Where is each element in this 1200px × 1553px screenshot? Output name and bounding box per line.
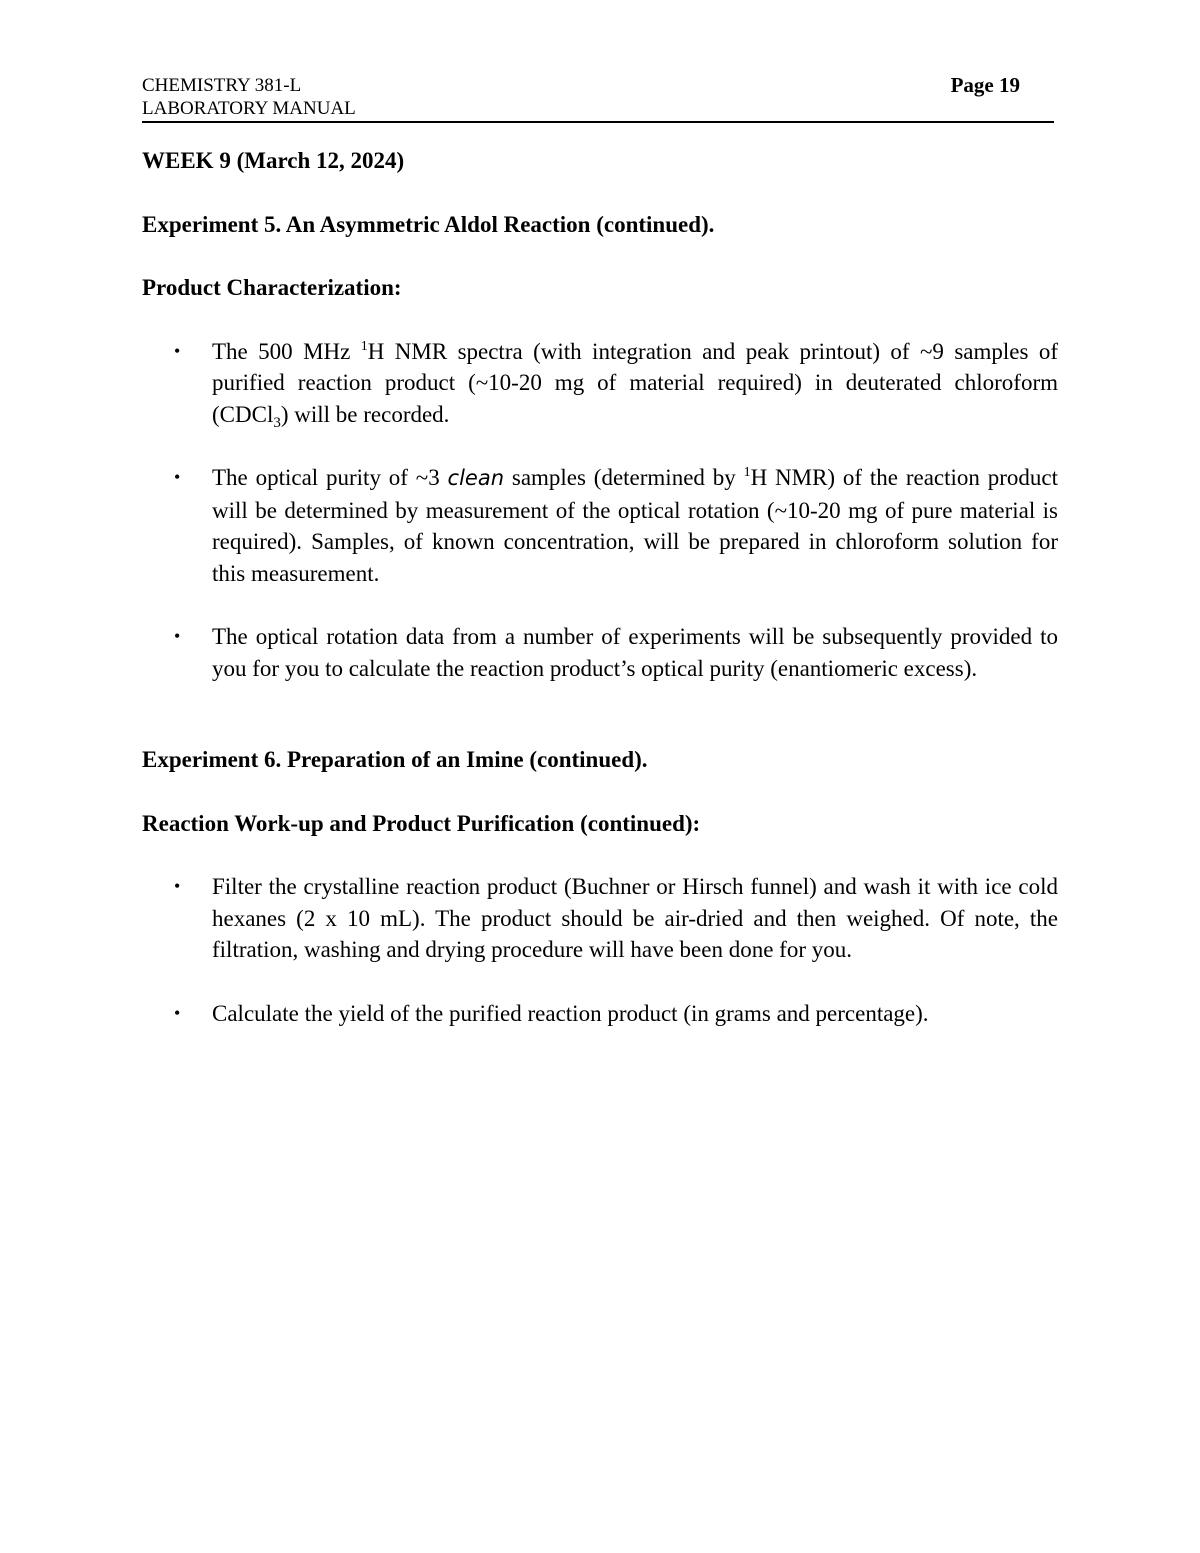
- text-span: ) will be recorded.: [280, 401, 450, 427]
- exp5-bullet-list: [142, 336, 1058, 685]
- text-span: Filter the crystalline reaction product (Buchner or Hirsch funnel) and wash it with ice cold hexanes (2 x 10 mL). The product should be air-dried and then weighed. Of note, the filtration, washing and drying procedure will have been done for you.: [212, 874, 1058, 962]
- page-header: [142, 74, 1054, 123]
- page-number: Page 19: [950, 73, 1020, 97]
- bullet-icon: •: [174, 467, 181, 487]
- bullet-icon: •: [174, 1002, 181, 1023]
- text-span: H NMR) of the reaction product will be determined by measurement of the optical rotation (~10-20 mg of pure material is required). Samples, of known concentration, will be prepared in chloroform solution for this measurement.: [212, 465, 1058, 586]
- list-item: [142, 462, 1058, 589]
- list-item: [142, 998, 1058, 1030]
- experiment-6-title: Experiment 6. Preparation of an Imine (continued).: [142, 747, 648, 772]
- superscript: 1: [743, 465, 751, 480]
- workup-purification-heading: Reaction Work-up and Product Purification (continued):: [142, 810, 701, 836]
- list-item: [142, 336, 1058, 431]
- product-characterization-heading: Product Characterization:: [142, 275, 402, 300]
- text-span: The 500 MHz: [212, 338, 361, 364]
- experiment-5-title: Experiment 5. An Asymmetric Aldol Reaction (continued).: [142, 211, 715, 237]
- list-item: [142, 871, 1058, 966]
- list-item: [142, 621, 1058, 684]
- course-name: CHEMISTRY 381-L: [142, 75, 302, 96]
- bullet-icon: •: [174, 626, 181, 646]
- manual-title: LABORATORY MANUAL: [142, 98, 356, 119]
- text-span: samples (determined by: [504, 465, 744, 490]
- text-span: The optical rotation data from a number of experiments will be subsequently provided to you for you to calculate the reaction product’s optical purity (enantiomeric excess).: [212, 624, 1058, 681]
- subscript: 3: [273, 414, 281, 431]
- text-span: The optical purity of ~3: [212, 465, 448, 490]
- text-span: Calculate the yield of the purified reaction product (in grams and percentage).: [212, 1000, 929, 1026]
- week-heading: WEEK 9 (March 12, 2024): [142, 148, 405, 173]
- superscript: 1: [360, 338, 368, 354]
- emphasis: clean: [447, 466, 505, 490]
- document-body: [142, 145, 1058, 1061]
- bullet-icon: •: [174, 876, 181, 896]
- text-span: H NMR spectra (with integration and peak printout) of ~9 samples of purified reaction product (~10-20 mg of material required) in deuterated chloroform (CDCl: [212, 338, 1058, 427]
- bullet-icon: •: [174, 340, 181, 361]
- exp6-bullet-list: [142, 871, 1058, 1029]
